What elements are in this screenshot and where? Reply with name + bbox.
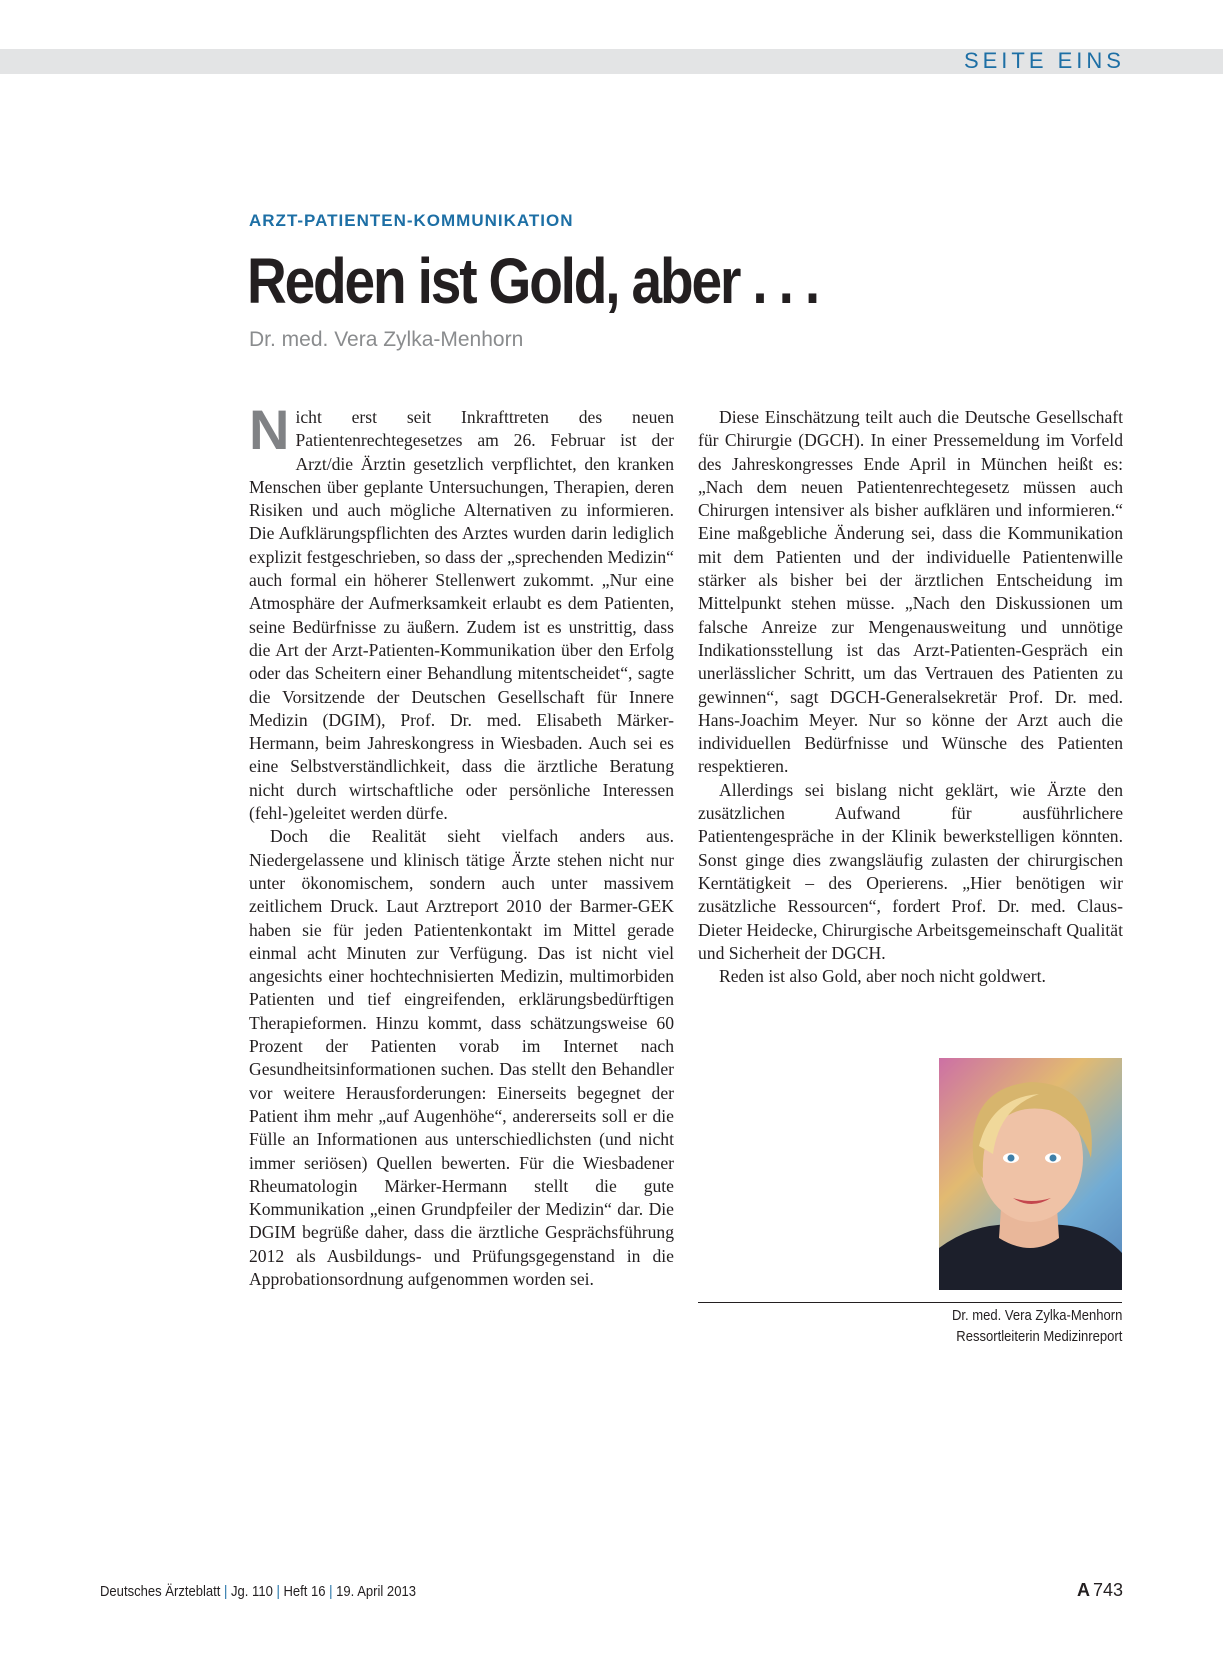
photo-caption	[952, 1306, 1122, 1348]
footer-issue: Heft 16	[283, 1584, 326, 1600]
caption-divider	[698, 1302, 1122, 1303]
footer-separator: |	[276, 1584, 280, 1600]
article-column-left	[249, 398, 674, 1291]
caption-role: Ressortleiterin Medizinreport	[955, 1329, 1122, 1345]
caption-name: Dr. med. Vera Zylka-Menhorn	[951, 1308, 1122, 1324]
portrait-illustration	[939, 1058, 1122, 1290]
footer-date: 19. April 2013	[336, 1584, 416, 1600]
drop-cap: N	[249, 398, 290, 461]
article-column-right	[698, 406, 1123, 988]
article-kicker: ARZT-PATIENTEN-KOMMUNIKATION	[249, 211, 574, 230]
footer-journal: Deutsches Ärzteblatt	[100, 1584, 221, 1600]
footer-separator: |	[224, 1584, 228, 1600]
article-title: Reden ist Gold, aber . . .	[247, 245, 819, 317]
page-prefix: A	[1076, 1580, 1090, 1600]
section-label: SEITE EINS	[963, 48, 1125, 73]
paragraph: Reden ist also Gold, aber noch nicht goldwert.	[719, 966, 1046, 987]
paragraph	[249, 398, 674, 825]
paragraph: Allerdings sei bislang nicht geklärt, wie Ärzte den zusätzlichen Aufwand für ausführlichere Patientengespräche in der Klinik bewerkstelligen könnten. Sonst ginge dies zwangsläufig zulasten der chirurgischen Kerntätigkeit – des Operierens. „Hier benötigen wir zusätzliche Ressourcen“, fordert Prof. Dr. med. Claus-Dieter Heidecke, Chirurgische Arbeitsgemeinschaft Qualität und Sicherheit der DGCH.	[698, 779, 1123, 963]
page-number	[1077, 1580, 1123, 1601]
paragraph-text: icht erst seit Inkrafttreten des neuen Patientenrechtegesetzes am 26. Februar ist der Arzt/die Ärztin gesetzlich verpflichtet, den kranken Menschen über geplante Untersuchungen, Therapien, deren Risiken und auch mögliche Alternativen zu informieren. Die Aufklärungspflichten des Arztes wurden darin lediglich explizit festgeschrieben, so dass der „sprechenden Medizin“ auch formal ein höherer Stellenwert zukommt. „Nur eine Atmosphäre der Aufmerksamkeit erlaubt es dem Patienten, seine Bedürfnisse zu äußern. Zudem ist es unstrittig, dass die Art der Arzt-Patienten-Kommunikation über den Erfolg oder das Scheitern einer Behandlung mitentscheidet“, sagte die Vorsitzende der Deutschen Gesellschaft für Innere Medizin (DGIM), Prof. Dr. med. Elisabeth Märker-Hermann, beim Jahreskongress in Wiesbaden. Auch sei es eine Selbstverständlichkeit, dass die ärztliche Beratung nicht durch wirtschaftliche oder persönliche Interessen (fehl-)geleitet werden dürfe.	[249, 407, 674, 824]
author-portrait	[939, 1058, 1122, 1290]
footer-volume: Jg. 110	[231, 1584, 273, 1600]
paragraph: Diese Einschätzung teilt auch die Deutsche Gesellschaft für Chirurgie (DGCH). In einer Pressemeldung im Vorfeld des Jahreskongresses Ende April in München heißt es: „Nach dem neuen Patientenrechtegesetz müssen auch Chirurgen intensiver als bisher aufklären und informieren.“ Eine maßgebliche Änderung sei, dass die Kommunikation mit dem Patienten und der individuelle Patientenwille stärker als bisher bei der ärztlichen Entscheidung im Mittelpunkt stehen müsse. „Nach den Diskussionen um falsche Anreize zur Mengenausweitung und unnötige Indikationsstellung ist das Arzt-Patienten-Gespräch ein unerlässlicher Schritt, um das Vertrauen des Patienten zu gewinnen“, sagt DGCH-Generalsekretär Prof. Dr. med. Hans-Joachim Meyer. Nur so könne der Arzt auch die individuellen Bedürfnisse und Wünsche des Patienten respektieren.	[698, 407, 1123, 777]
article-author: Dr. med. Vera Zylka-Menhorn	[249, 328, 524, 351]
footer-separator: |	[329, 1584, 333, 1600]
page-number-value: 743	[1092, 1580, 1123, 1600]
footer-citation	[100, 1584, 416, 1600]
paragraph: Doch die Realität sieht vielfach anders aus. Niedergelassene und klinisch tätige Ärzte stehen nicht nur unter ökonomischem, sondern auch unter massivem zeitlichem Druck. Laut Arztreport 2010 der Barmer-GEK haben sie für jeden Patientenkontakt im Mittel gerade einmal acht Minuten zur Verfügung. Das ist nicht viel angesichts einer hochtechnisierten Medizin, multimorbiden Patienten und tief eingreifenden, erklärungsbedürftigen Therapieformen. Hinzu kommt, dass schätzungsweise 60 Prozent der Patienten vorab im Internet nach Gesundheitsinformationen suchen. Das stellt den Behandler vor weitere Herausforderungen: Einerseits begegnet der Patient ihm mehr „auf Augenhöhe“, andererseits soll er die Fülle an Informationen aus unterschiedlichsten (und nicht immer seriösen) Quellen bewerten. Für die Wiesbadener Rheumatologin Märker-Hermann stellt die gute Kommunikation „einen Grundpfeiler der Medizin“ dar. Die DGIM begrüße daher, dass die ärztliche Gesprächsführung 2012 als Ausbildungs- und Prüfungsgegenstand in die Approbationsordnung aufgenommen worden sei.	[249, 826, 674, 1289]
